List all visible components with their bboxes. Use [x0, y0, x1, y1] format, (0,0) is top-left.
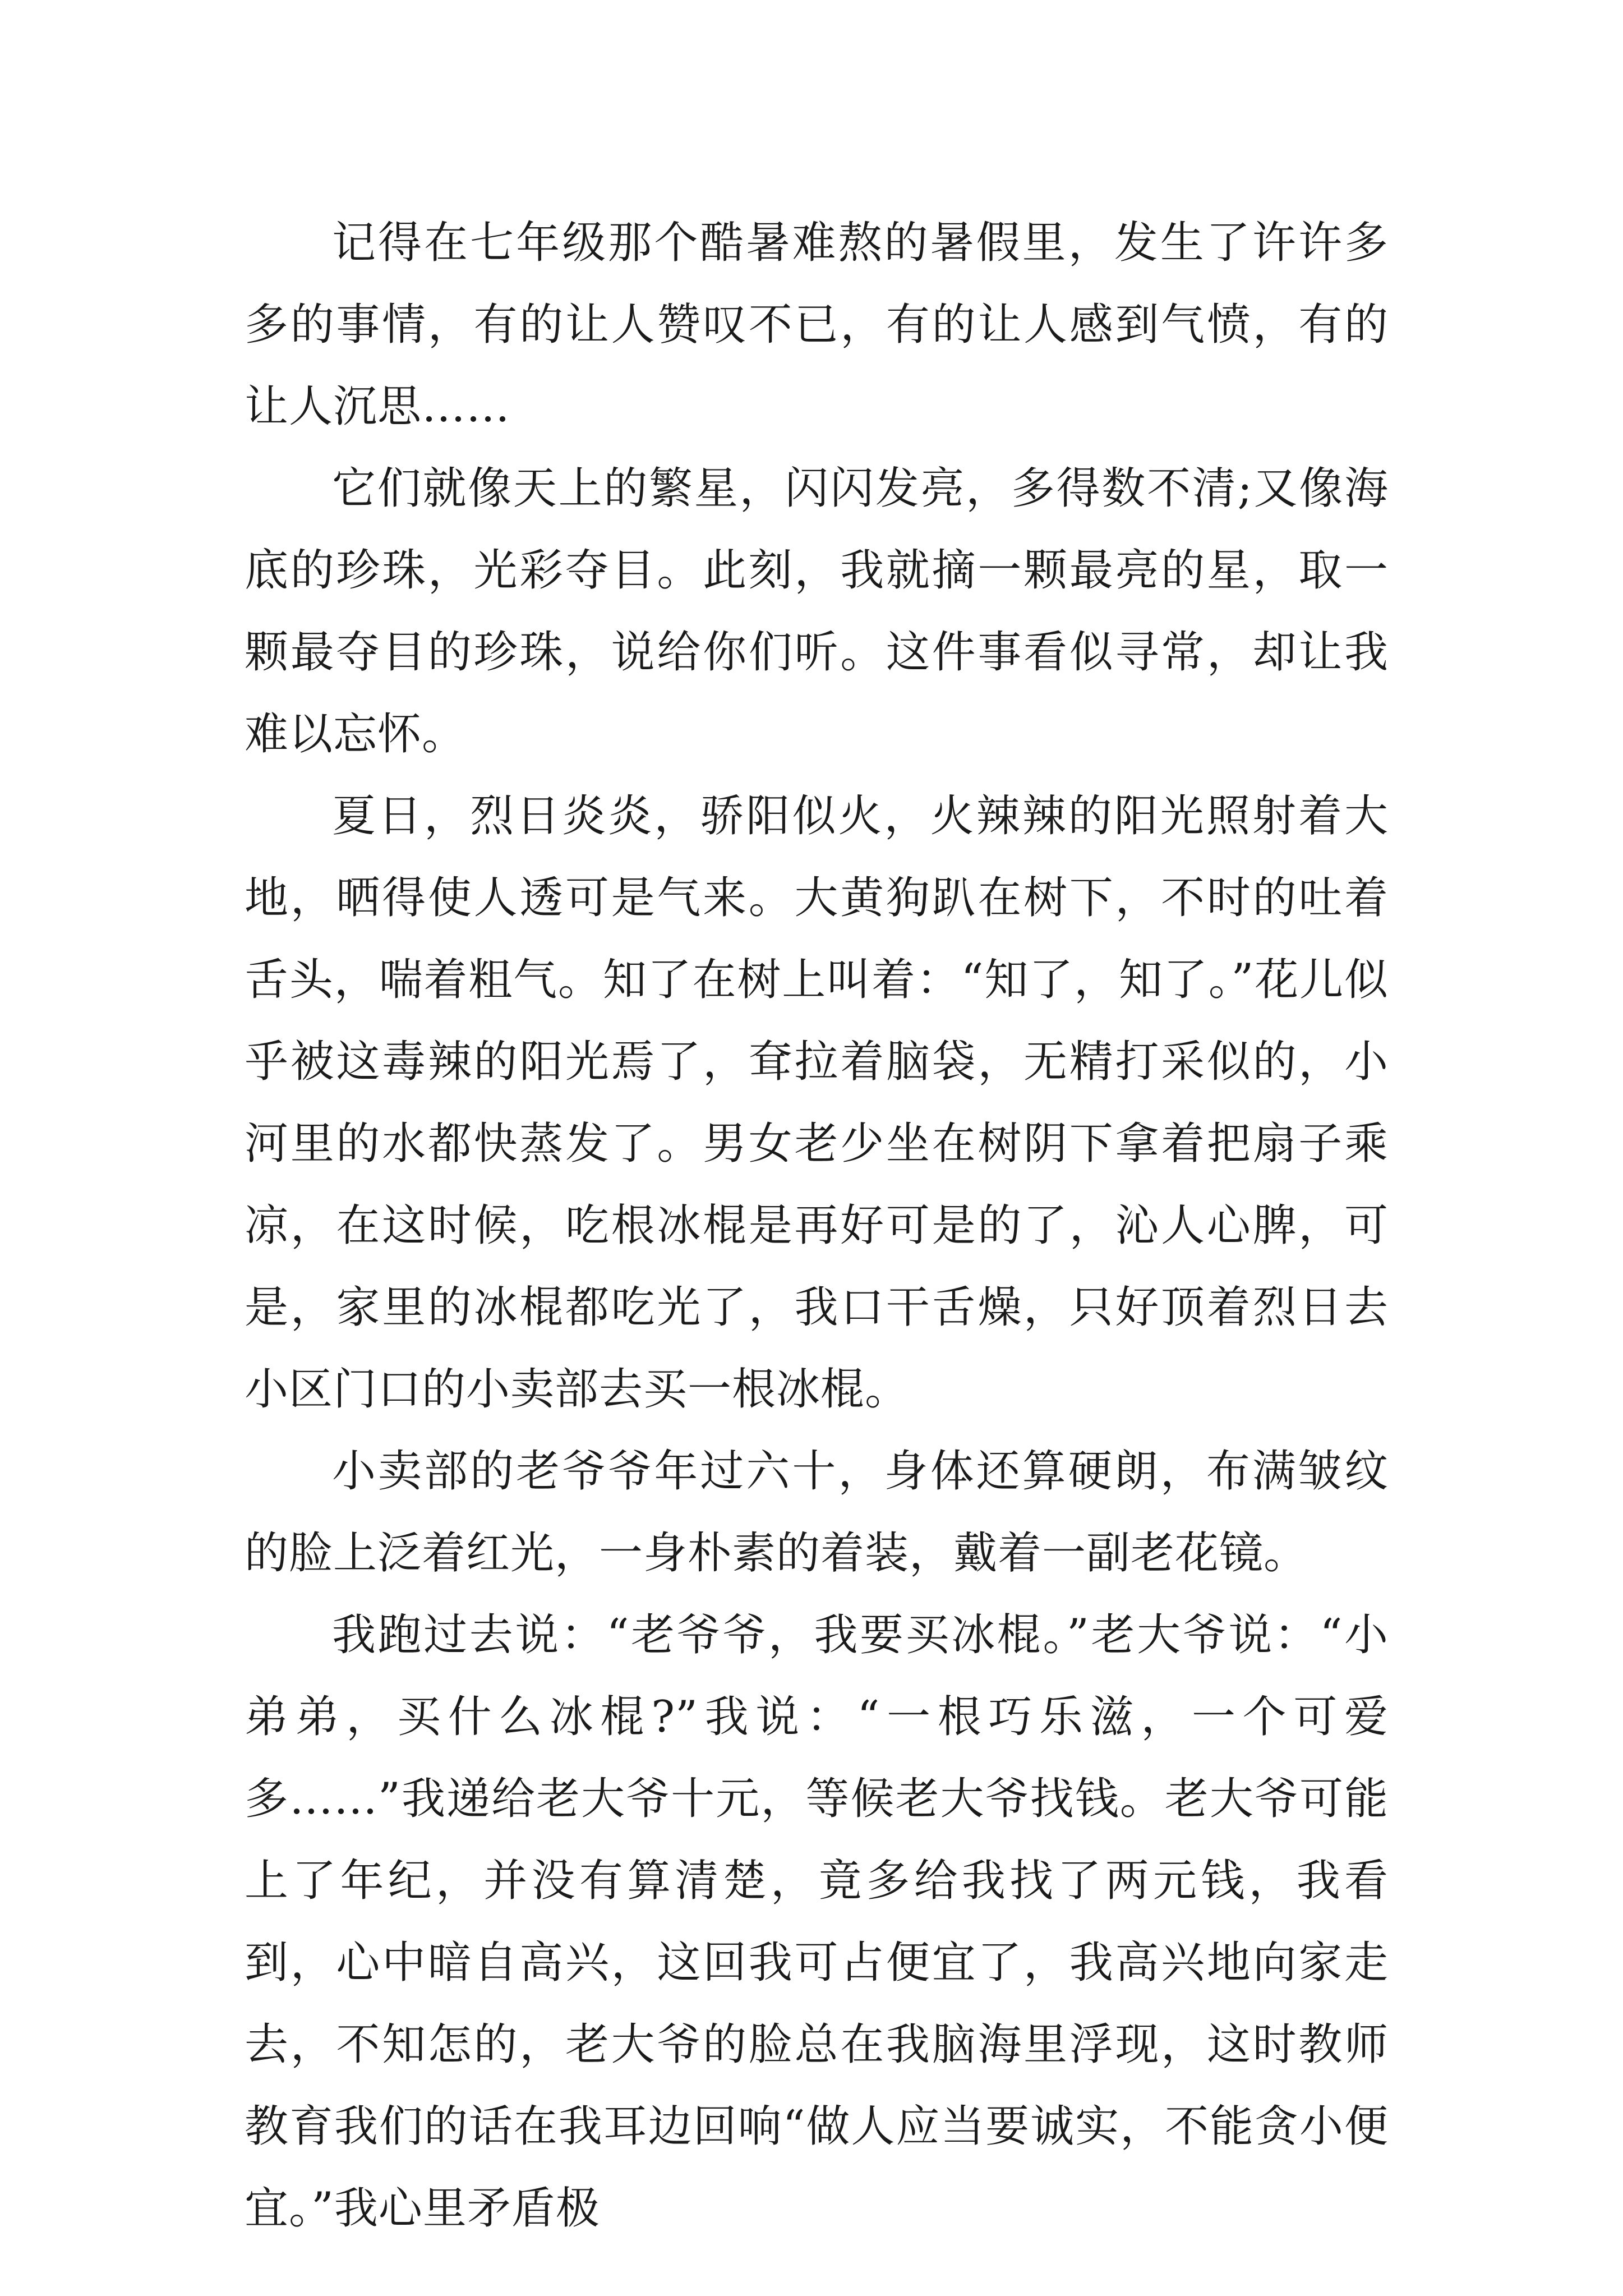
- paragraph-2: 它们就像天上的繁星，闪闪发亮，多得数不清;又像海底的珍珠，光彩夺目。此刻，我就摘一颗最亮的星，取一颗最夺目的珍珠，说给你们听。这件事看似寻常，却让我难以忘怀。: [245, 463, 1389, 760]
- document-body: [245, 202, 1389, 2249]
- paragraph-5: 我跑过去说：“老爷爷，我要买冰棍。”老大爷说：“小弟弟，买什么冰棍?”我说：“一根巧乐滋，一个可爱多……”我递给老大爷十元，等候老大爷找钱。老大爷可能上了年纪，并没有算清楚，竟多给我找了两元钱，我看到，心中暗自高兴，这回我可占便宜了，我高兴地向家走去，不知怎的，老大爷的脸总在我脑海里浮现，这时教师教育我们的话在我耳边回响“做人应当要诚实，不能贪小便宜。”我心里矛盾极: [245, 1610, 1389, 2234]
- paragraph-4: 小卖部的老爷爷年过六十，身体还算硬朗，布满皱纹的脸上泛着红光，一身朴素的着装，戴着一副老花镜。: [245, 1446, 1389, 1579]
- paragraph-3: 夏日，烈日炎炎，骄阳似火，火辣辣的阳光照射着大地，晒得使人透可是气来。大黄狗趴在树下，不时的吐着舌头，喘着粗气。知了在树上叫着：“知了，知了。”花儿似乎被这毒辣的阳光焉了，耷拉着脑袋，无精打采似的，小河里的水都快蒸发了。男女老少坐在树阴下拿着把扇子乘凉，在这时候，吃根冰棍是再好可是的了，沁人心脾，可是，家里的冰棍都吃光了，我口干舌燥，只好顶着烈日去小区门口的小卖部去买一根冰棍。: [245, 791, 1389, 1415]
- paragraph-1: 记得在七年级那个酷暑难熬的暑假里，发生了许许多多的事情，有的让人赞叹不已，有的让人感到气愤，有的让人沉思……: [245, 218, 1389, 432]
